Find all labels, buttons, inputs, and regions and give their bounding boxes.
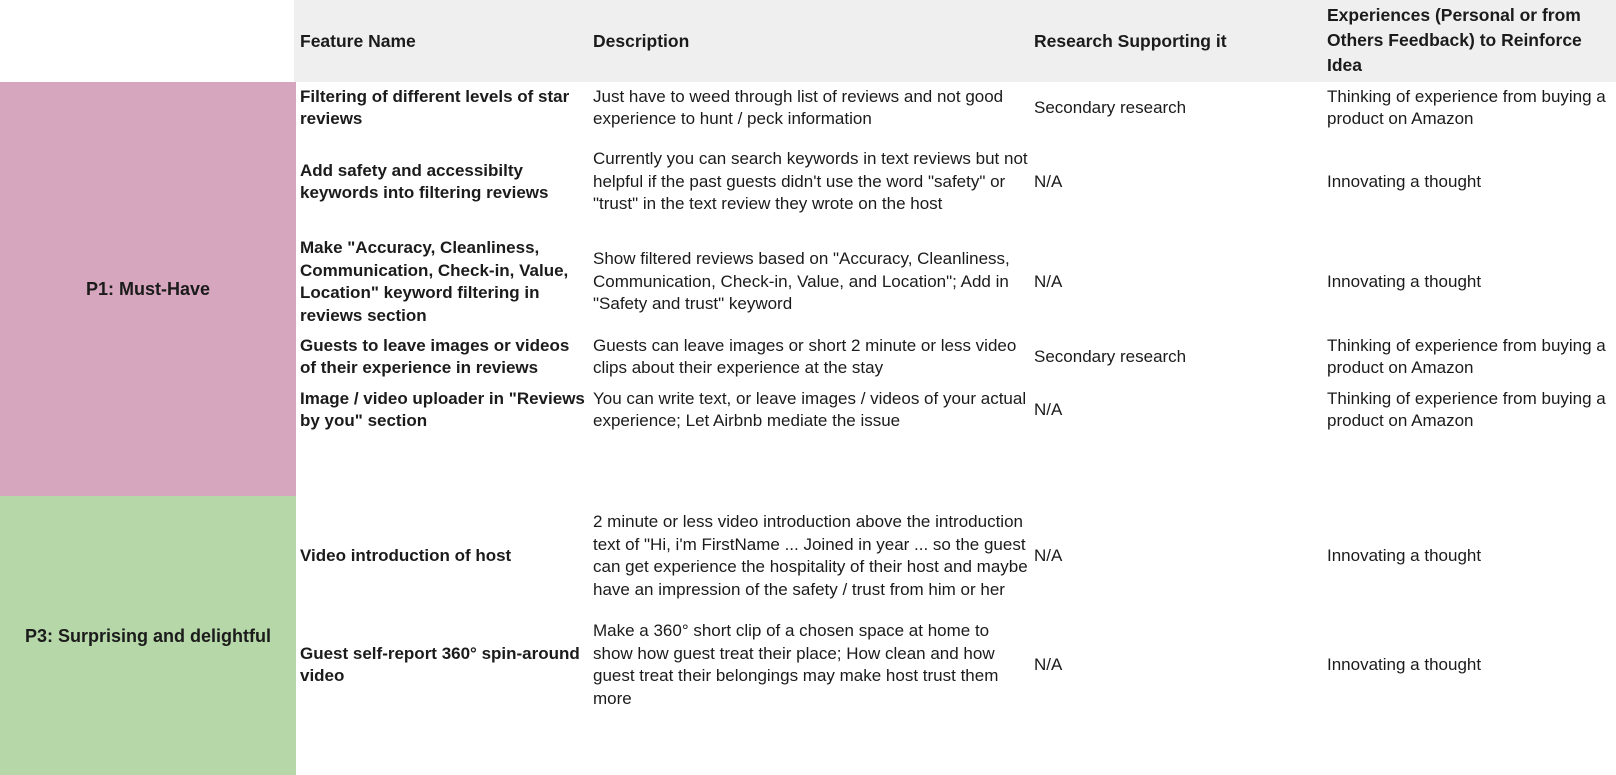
experience-cell: Thinking of experience from buying a product on Amazon <box>1327 388 1606 430</box>
description-cell: Currently you can search keywords in text reviews but not helpful if the past guests didn't use the word "safety" or "trust" in the text review they wrote on the host <box>593 149 1028 214</box>
header-research: Research Supporting it <box>1034 31 1227 51</box>
description-cell: Just have to weed through list of reviews and not good experience to hunt / peck information <box>593 86 1004 128</box>
table-row <box>296 82 1616 134</box>
table-row <box>296 618 1616 712</box>
experience-cell: Innovating a thought <box>1327 654 1482 674</box>
table-row <box>296 134 1616 230</box>
feature-name-cell: Video introduction of host <box>300 545 512 565</box>
priority-label: P1: Must-Have <box>85 279 211 299</box>
experience-cell: Innovating a thought <box>1327 171 1482 191</box>
description-cell: 2 minute or less video introduction above the introduction text of "Hi, i'm FirstName ... Joined in year ... so the guest can get experience the hospitality of their host and maybe have an impression of the safety / trust from him or her <box>593 512 1028 599</box>
feature-name-cell: Image / video uploader in "Reviews by you" section <box>300 388 585 430</box>
research-cell: N/A <box>1034 545 1063 565</box>
description-cell: Show filtered reviews based on "Accuracy, Cleanliness, Communication, Check-in, Value, and Location"; Add in "Safety and trust" keyword <box>593 249 1010 314</box>
header-description: Description <box>593 31 690 51</box>
feature-name-cell: Make "Accuracy, Cleanliness, Communication, Check-in, Value, Location" keyword filtering in reviews section <box>300 238 569 325</box>
research-cell: N/A <box>1034 654 1063 674</box>
priority-group-p3 <box>0 496 296 775</box>
table-row <box>296 385 1616 435</box>
table-row <box>296 498 1616 614</box>
experience-cell: Innovating a thought <box>1327 271 1482 291</box>
experience-cell: Thinking of experience from buying a product on Amazon <box>1327 335 1606 377</box>
description-cell: You can write text, or leave images / videos of your actual experience; Let Airbnb mediate the issue <box>593 388 1027 430</box>
experience-cell: Innovating a thought <box>1327 545 1482 565</box>
feature-name-cell: Filtering of different levels of star reviews <box>300 86 570 128</box>
research-cell: N/A <box>1034 399 1063 419</box>
table-row <box>296 332 1616 382</box>
research-cell: N/A <box>1034 271 1063 291</box>
feature-name-cell: Guests to leave images or videos of their experience in reviews <box>300 335 570 377</box>
research-cell: N/A <box>1034 171 1063 191</box>
feature-name-cell: Guest self-report 360° spin-around video <box>300 643 580 685</box>
research-cell: Secondary research <box>1034 346 1187 366</box>
feature-name-cell: Add safety and accessibilty keywords into filtering reviews <box>300 160 549 202</box>
experience-cell: Thinking of experience from buying a product on Amazon <box>1327 86 1606 128</box>
priority-group-p1 <box>0 82 296 496</box>
description-cell: Make a 360° short clip of a chosen space at home to show how guest treat their place; How clean and how guest treat their belongings may make host trust them more <box>593 621 999 708</box>
header-feature-name: Feature Name <box>300 31 416 51</box>
description-cell: Guests can leave images or short 2 minute or less video clips about their experience at the stay <box>593 335 1017 377</box>
table-row <box>296 234 1616 330</box>
header-experiences: Experiences (Personal or from Others Feedback) to Reinforce Idea <box>1327 5 1582 75</box>
research-cell: Secondary research <box>1034 97 1187 117</box>
priority-label: P3: Surprising and delightful <box>24 625 271 646</box>
